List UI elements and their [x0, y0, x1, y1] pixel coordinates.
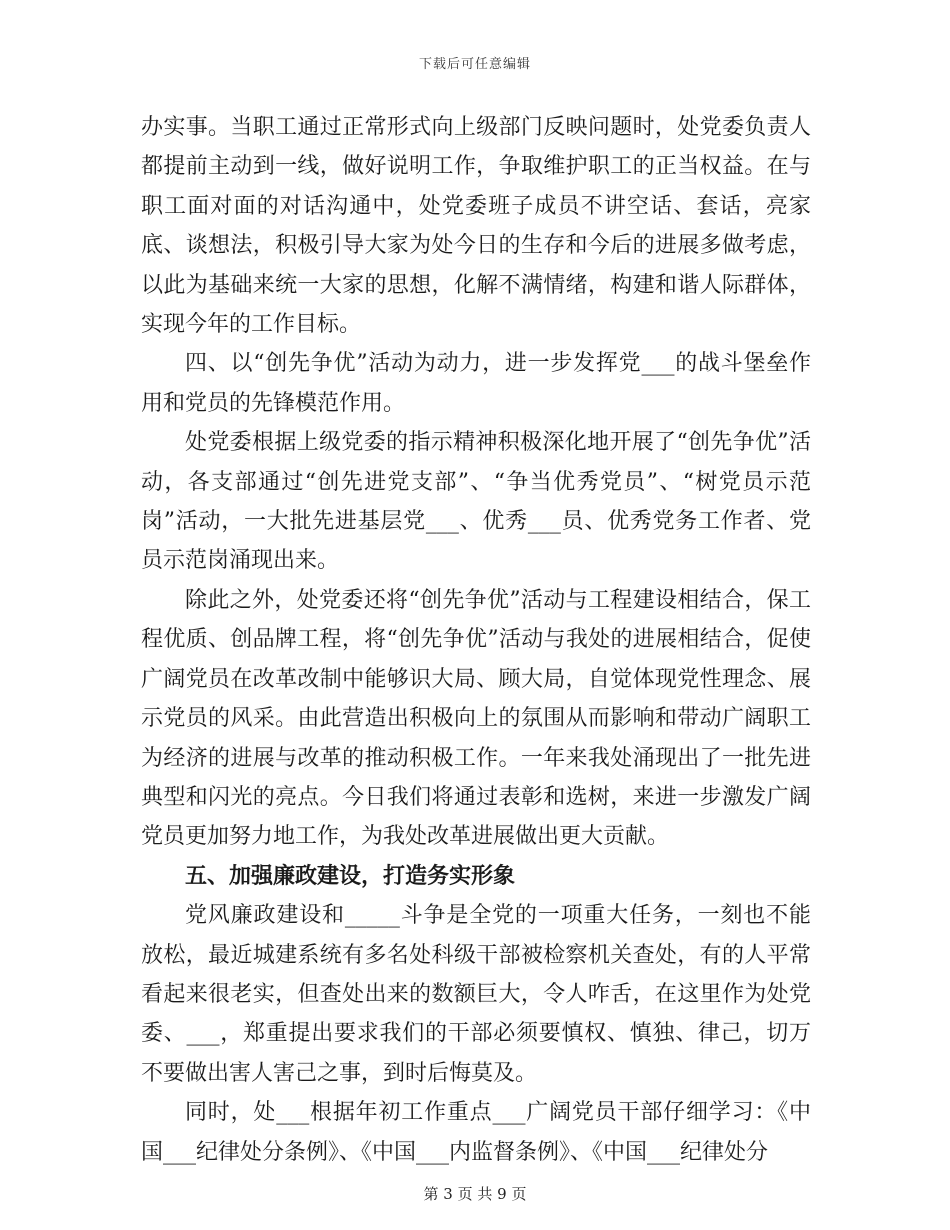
paragraph-3: 处党委根据上级党委的指示精神积极深化地开展了“创先争优”活动，各支部通过“创先进党支部”、“争当优秀党员”、“树党员示范岗”活动，一大批先进基层党___、优秀___员、优秀党务工作者、党员示范岗涌现出来。: [141, 430, 811, 574]
page-number: 第 3 页 共 9 页: [423, 1185, 527, 1203]
paragraph-4: 除此之外，处党委还将“创先争优”活动与工程建设相结合，保工程优质、创品牌工程，将“创先争优”活动与我处的进展相结合，促使广阔党员在改革改制中能够识大局、顾大局，自觉体现党性理念、展示党员的风采。由此营造出积极向上的氛围从而影响和带动广阔职工为经济的进展与改革的推动积极工作。一年来我处涌现出了一批先进典型和闪光的亮点。今日我们将通过表彰和选树，来进一步激发广阔党员更加努力地工作，为我处改革进展做出更大贡献。: [141, 587, 811, 850]
paragraph-7: 同时，处___根据年初工作重点___广阔党员干部仔细学习：《中国___纪律处分条例》、《中国___内监督条例》、《中国___纪律处分: [141, 1100, 811, 1165]
header-note: 下载后可任意编辑: [418, 57, 531, 72]
paragraph-1: 办实事。当职工通过正常形式向上级部门反映问题时，处党委负责人都提前主动到一线，做好说明工作，争取维护职工的正当权益。在与职工面对面的对话沟通中，处党委班子成员不讲空话、套话，亮家底、谈想法，积极引导大家为处今日的生存和今后的进展多做考虑，以此为基础来统一大家的思想，化解不满情绪，构建和谐人际群体，实现今年的工作目标。: [141, 115, 811, 338]
paragraph-2: 四、以“创先争优”活动为动力，进一步发挥党___的战斗堡垒作用和党员的先锋模范作用。: [141, 351, 811, 416]
document-body: [141, 108, 811, 1172]
paragraph-6: 党风廉政建设和_____斗争是全党的一项重大任务，一刻也不能放松，最近城建系统有多名处科级干部被检察机关查处，有的人平常看起来很老实，但查处出来的数额巨大，令人咋舌，在这里作为处党委、___，郑重提出要求我们的干部必须要慎权、慎独、律己，切万不要做出害人害己之事，到时后悔莫及。: [141, 903, 811, 1086]
section-heading: 五、加强廉政建设，打造务实形象: [185, 862, 516, 889]
